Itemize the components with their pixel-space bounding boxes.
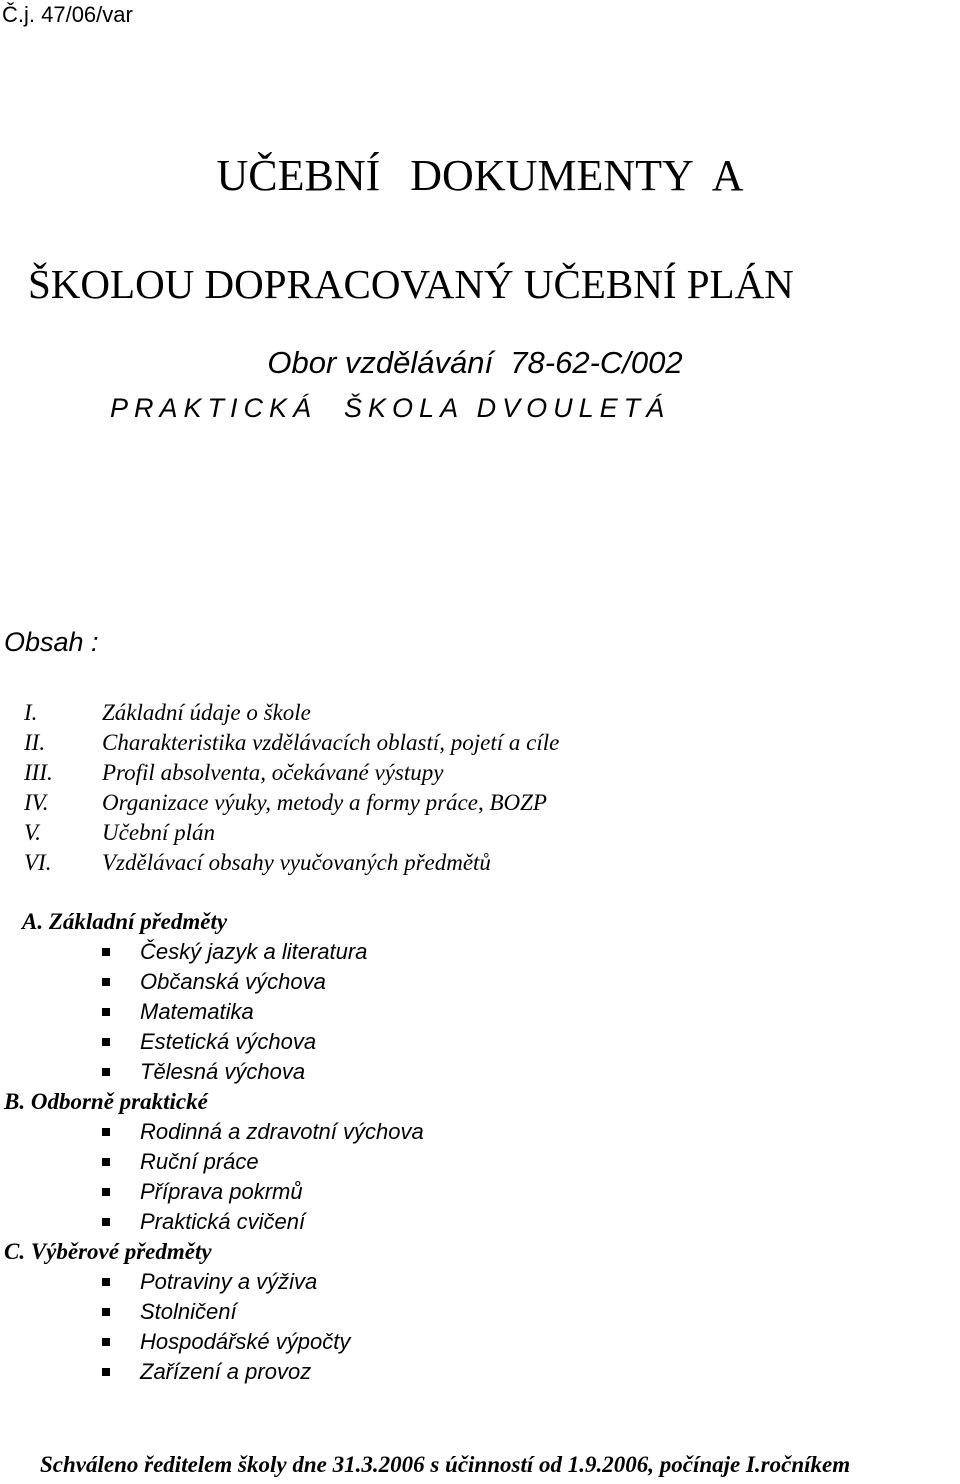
- square-bullet-icon: [102, 978, 110, 986]
- toc-label: Vzdělávací obsahy vyučovaných předmětů: [102, 850, 491, 875]
- approval-note: Schváleno ředitelem školy dne 31.3.2006 s účinností od 1.9.2006, počínaje I.ročníkem: [40, 1452, 851, 1477]
- list-item: [0, 1057, 424, 1087]
- square-bullet-icon: [102, 1308, 110, 1316]
- list-item: [0, 1117, 424, 1147]
- toc-item: [24, 698, 559, 728]
- subject-label: Potraviny a výživa: [140, 1269, 318, 1294]
- list-item: [0, 1327, 424, 1357]
- square-bullet-icon: [102, 1278, 110, 1286]
- square-bullet-icon: [102, 1338, 110, 1346]
- toc-number: III.: [24, 760, 53, 785]
- subject-label: Tělesná výchova: [140, 1059, 306, 1084]
- subject-label: Příprava pokrmů: [140, 1179, 303, 1204]
- square-bullet-icon: [102, 1368, 110, 1376]
- title-words-dokumenty-a: DOKUMENTY A: [410, 151, 744, 200]
- subject-label: Rodinná a zdravotní výchova: [140, 1119, 424, 1144]
- toc-label: Organizace výuky, metody a formy práce, BOZP: [102, 790, 547, 815]
- square-bullet-icon: [102, 1218, 110, 1226]
- list-item: [0, 1177, 424, 1207]
- title-word-ucebni: UČEBNÍ: [216, 151, 381, 200]
- subject-label: Zařízení a provoz: [140, 1359, 312, 1384]
- square-bullet-icon: [102, 1038, 110, 1046]
- group-heading-basic: A. Základní předměty: [22, 909, 228, 934]
- toc-number: V.: [24, 820, 41, 845]
- toc-item: [24, 788, 559, 818]
- subject-label: Estetická výchova: [140, 1029, 317, 1054]
- group-heading-practical: B. Odborně praktické: [4, 1089, 208, 1114]
- reference-number: Č.j. 47/06/var: [2, 2, 133, 27]
- list-item: [0, 937, 424, 967]
- subject-label: Praktická cvičení: [140, 1209, 306, 1234]
- toc-item: [24, 728, 559, 758]
- square-bullet-icon: [102, 1158, 110, 1166]
- table-of-contents: [24, 698, 559, 878]
- list-item: [0, 997, 424, 1027]
- toc-number: VI.: [24, 850, 52, 875]
- subject-groups: [0, 907, 424, 1387]
- toc-label: Učební plán: [102, 820, 216, 845]
- subject-label: Český jazyk a literatura: [140, 939, 368, 964]
- list-item: [0, 1147, 424, 1177]
- square-bullet-icon: [102, 1188, 110, 1196]
- group-heading-elective: C. Výběrové předměty: [4, 1239, 212, 1264]
- subject-label: Matematika: [140, 999, 254, 1024]
- list-item: [0, 967, 424, 997]
- list-item: [0, 1207, 424, 1237]
- document-title-line-1: [0, 150, 960, 201]
- list-item: [0, 1357, 424, 1387]
- contents-heading: Obsah :: [4, 627, 99, 657]
- school-type: PRAKTICKÁ ŠKOLA DVOULETÁ: [110, 393, 671, 423]
- square-bullet-icon: [102, 1068, 110, 1076]
- list-item: [0, 1027, 424, 1057]
- toc-label: Základní údaje o škole: [102, 700, 311, 725]
- toc-item: [24, 818, 559, 848]
- subject-label: Hospodářské výpočty: [140, 1329, 351, 1354]
- toc-label: Profil absolventa, očekávané výstupy: [102, 760, 444, 785]
- field-of-study: Obor vzdělávání 78-62-C/002: [267, 345, 683, 380]
- toc-number: IV.: [24, 790, 49, 815]
- list-item: [0, 1267, 424, 1297]
- toc-item: [24, 848, 559, 878]
- square-bullet-icon: [102, 948, 110, 956]
- subject-label: Ruční práce: [140, 1149, 259, 1174]
- square-bullet-icon: [102, 1008, 110, 1016]
- toc-number: II.: [24, 730, 46, 755]
- document-title-line-2: ŠKOLOU DOPRACOVANÝ UČEBNÍ PLÁN: [28, 261, 794, 307]
- square-bullet-icon: [102, 1128, 110, 1136]
- subject-label: Stolničení: [140, 1299, 237, 1324]
- toc-label: Charakteristika vzdělávacích oblastí, pojetí a cíle: [102, 730, 560, 755]
- subject-label: Občanská výchova: [140, 969, 326, 994]
- list-item: [0, 1297, 424, 1327]
- toc-item: [24, 758, 559, 788]
- toc-number: I.: [24, 700, 38, 725]
